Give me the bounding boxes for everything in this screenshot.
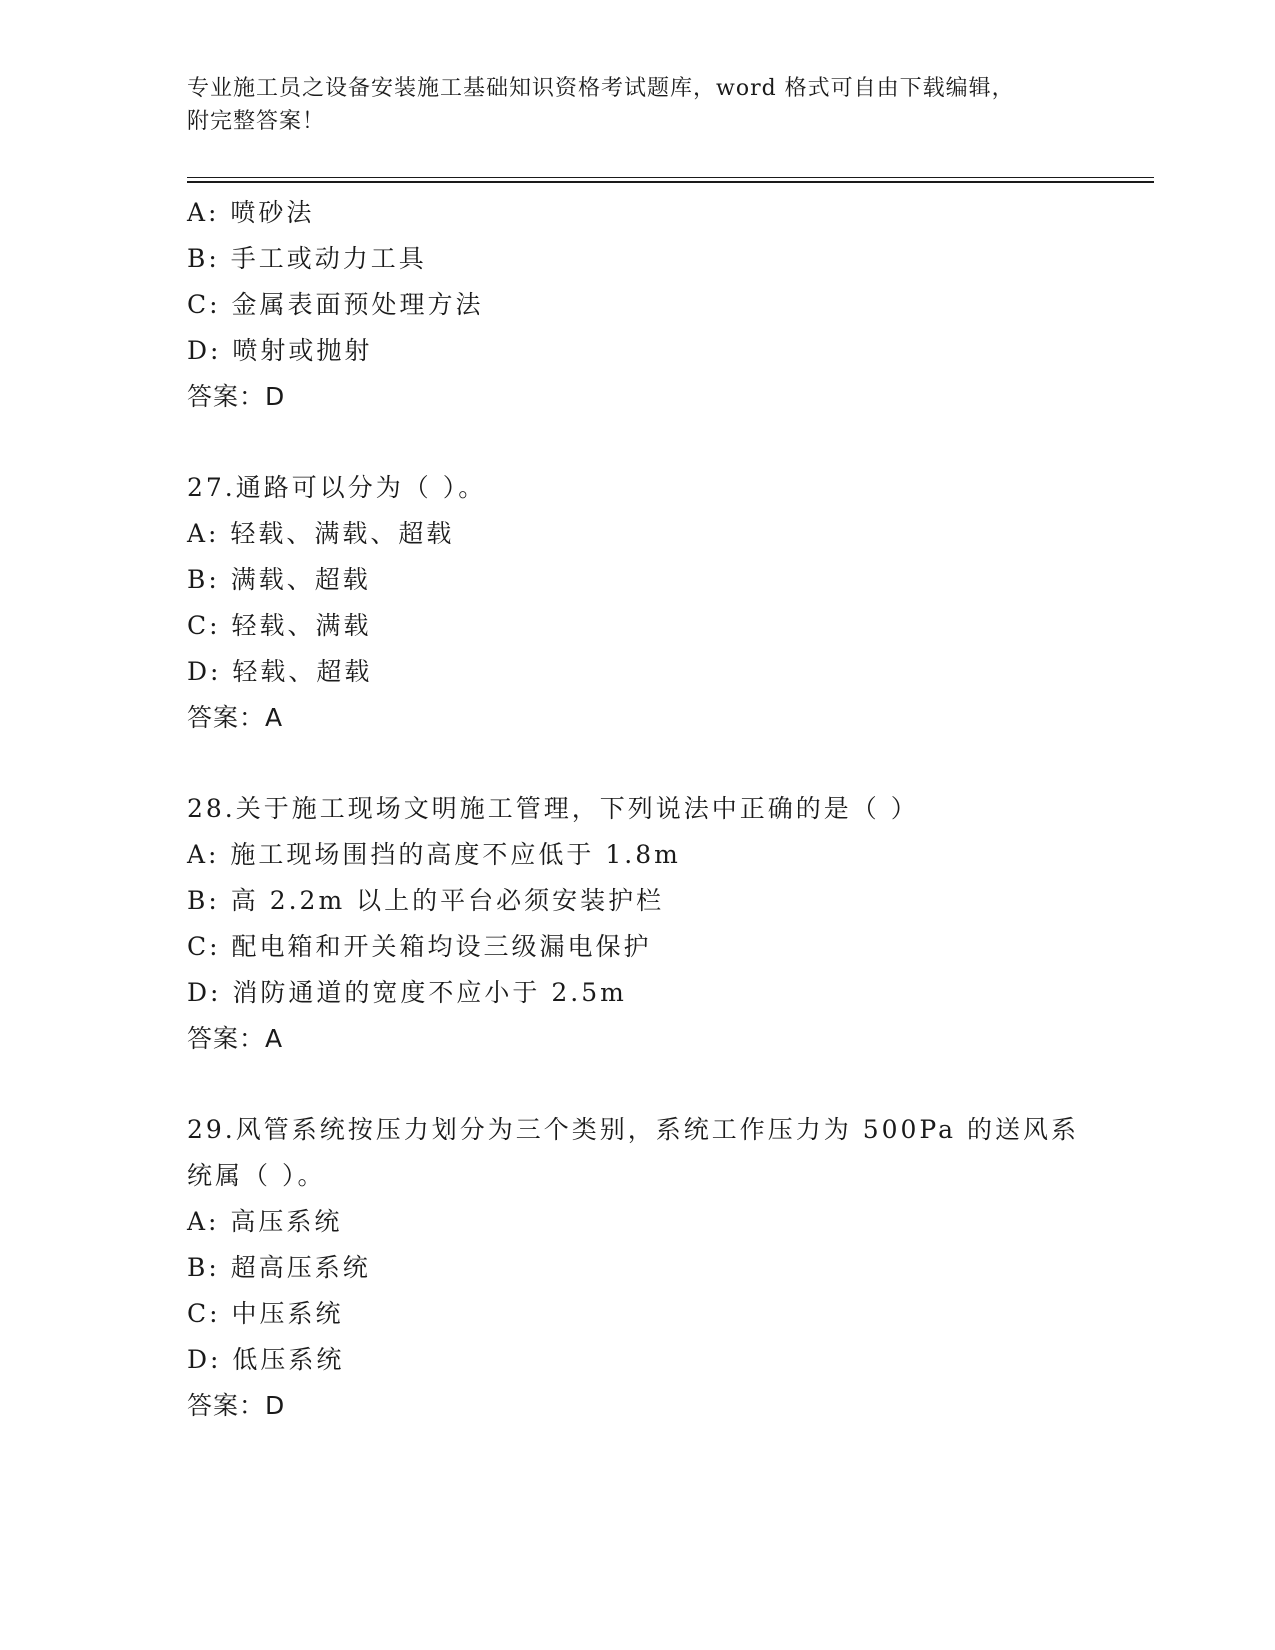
answer-line: 答案：A — [187, 703, 284, 732]
option-a: A: 轻载、满载、超载 — [187, 519, 455, 548]
header-divider-thick — [187, 181, 1154, 183]
answer-line: 答案：D — [187, 382, 286, 411]
option-b: B: 高 2.2m 以上的平台必须安装护栏 — [187, 886, 665, 915]
spacer — [187, 1062, 1087, 1107]
answer-line: 答案：A — [187, 1024, 284, 1053]
option-d: D: 消防通道的宽度不应小于 2.5m — [187, 978, 627, 1007]
spacer — [187, 420, 1087, 465]
option-d: D: 喷射或抛射 — [187, 336, 373, 365]
option-c: C: 轻载、满载 — [187, 611, 372, 640]
option-a: A: 施工现场围挡的高度不应低于 1.8m — [187, 840, 681, 869]
option-c: C: 金属表面预处理方法 — [187, 290, 484, 319]
header-line-1: 专业施工员之设备安装施工基础知识资格考试题库，word 格式可自由下载编辑， — [187, 76, 1015, 101]
header-divider-thin — [187, 177, 1154, 178]
question-text-line-1: 29.风管系统按压力划分为三个类别，系统工作压力为 500Pa 的送风系 — [187, 1115, 1079, 1144]
question-27 — [187, 465, 1087, 741]
question-text: 27.通路可以分为（ ）。 — [187, 473, 487, 502]
option-d: D: 轻载、超载 — [187, 657, 373, 686]
option-b: B: 满载、超载 — [187, 565, 371, 594]
option-b: B: 超高压系统 — [187, 1253, 371, 1282]
question-list — [187, 190, 1087, 1429]
option-b: B: 手工或动力工具 — [187, 244, 427, 273]
option-c: C: 中压系统 — [187, 1299, 344, 1328]
question-28 — [187, 786, 1087, 1062]
question-text: 28.关于施工现场文明施工管理，下列说法中正确的是（ ） — [187, 794, 919, 823]
option-c: C: 配电箱和开关箱均设三级漏电保护 — [187, 932, 652, 961]
spacer — [187, 741, 1087, 786]
question-29 — [187, 1107, 1087, 1429]
option-d: D: 低压系统 — [187, 1345, 345, 1374]
option-a: A: 高压系统 — [187, 1207, 343, 1236]
answer-line: 答案：D — [187, 1391, 286, 1420]
question-26 — [187, 190, 1087, 420]
option-a: A: 喷砂法 — [187, 198, 315, 227]
document-header — [187, 72, 1067, 138]
header-line-2: 附完整答案！ — [187, 109, 326, 134]
question-text-line-2: 统属（ ）。 — [187, 1161, 326, 1190]
